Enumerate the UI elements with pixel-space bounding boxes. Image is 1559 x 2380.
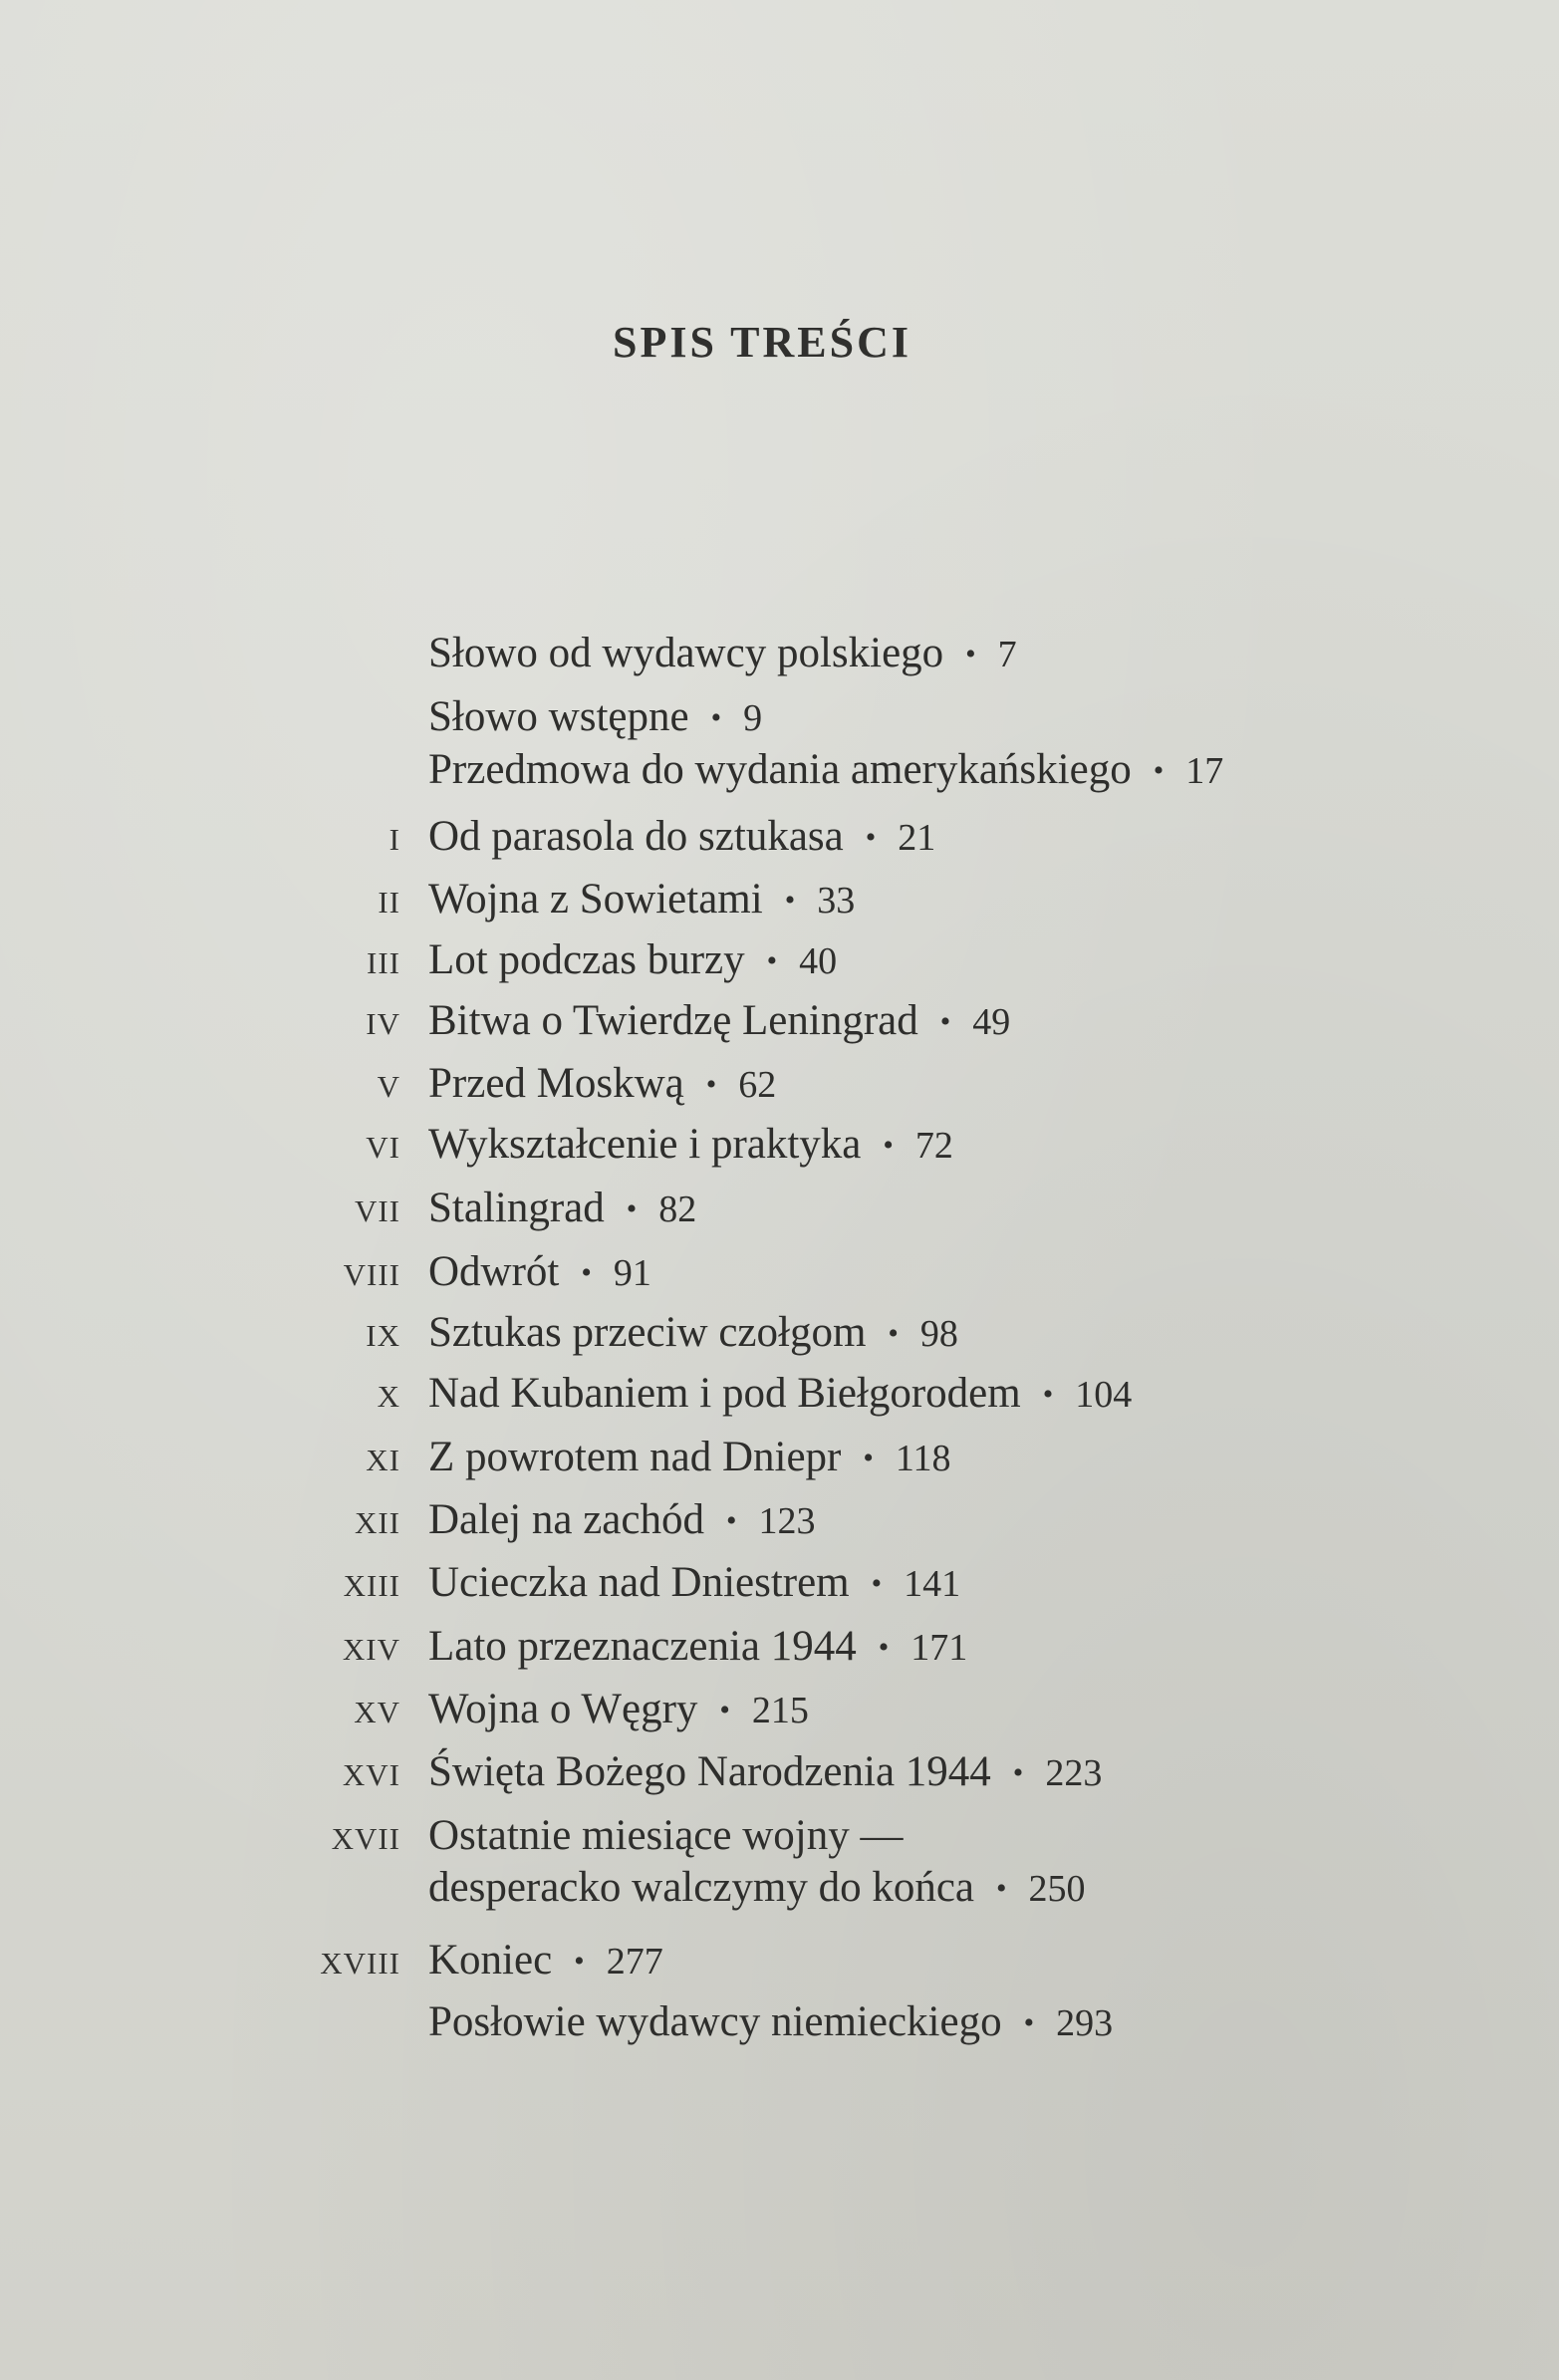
chapter-number: III — [367, 944, 400, 980]
chapter-number: XV — [354, 1695, 400, 1730]
chapter-number: IV — [366, 1005, 400, 1041]
separator-dot: • — [883, 1128, 894, 1162]
page-number: 91 — [613, 1251, 651, 1294]
page-number: 141 — [904, 1562, 961, 1605]
toc-entry — [279, 1183, 1335, 1234]
page-number: 98 — [919, 1312, 958, 1355]
chapter-number: IX — [366, 1317, 400, 1353]
separator-dot: • — [1042, 1378, 1054, 1412]
chapter-number: II — [378, 885, 400, 921]
separator-dot: • — [1023, 2006, 1035, 2040]
separator-dot: • — [863, 1441, 874, 1474]
separator-dot: • — [705, 1068, 717, 1102]
entry-text — [428, 744, 1335, 796]
entry-text — [428, 934, 1335, 986]
chapter-title-line: Ostatnie miesiące wojny — — [428, 1812, 904, 1860]
separator-dot: • — [725, 1504, 737, 1538]
toc-entry — [279, 1368, 1335, 1420]
chapter-number: XIV — [342, 1631, 400, 1667]
entry-text — [428, 628, 1335, 679]
chapter-number: VI — [366, 1129, 400, 1165]
page-number: 82 — [658, 1189, 697, 1231]
entry-text — [428, 1494, 1335, 1546]
chapter-title: Święta Bożego Narodzenia 1944 — [428, 1747, 991, 1795]
page-number: 223 — [1045, 1751, 1103, 1794]
page-number: 293 — [1056, 2002, 1114, 2045]
chapter-number: XVII — [331, 1821, 400, 1857]
page-number: 277 — [606, 1941, 663, 1983]
chapter-number: VIII — [343, 1256, 400, 1292]
table-of-contents — [279, 628, 1335, 2048]
chapter-number: X — [377, 1379, 400, 1415]
separator-dot: • — [865, 820, 877, 854]
toc-entry — [279, 628, 1335, 679]
page-number: 72 — [914, 1124, 953, 1167]
chapter-title: Odwrót — [428, 1247, 560, 1295]
chapter-title: Od parasola do sztukasa — [428, 812, 844, 860]
chapter-title: Bitwa o Twierdzę Leningrad — [428, 996, 918, 1044]
page-number: 123 — [758, 1500, 816, 1543]
chapter-title: Nad Kubaniem i pod Biełgorodem — [428, 1370, 1021, 1418]
chapter-number: V — [377, 1069, 400, 1105]
page-number: 171 — [910, 1626, 968, 1669]
chapter-number: VII — [354, 1193, 400, 1229]
toc-entry — [279, 1494, 1335, 1546]
chapter-number: XI — [366, 1442, 400, 1477]
page-number: 49 — [972, 1000, 1011, 1043]
chapter-number: XII — [354, 1505, 400, 1541]
toc-entry — [279, 1684, 1335, 1735]
separator-dot: • — [766, 943, 778, 977]
chapter-title: Wojna z Sowietami — [428, 876, 763, 924]
entry-text — [428, 1183, 1335, 1234]
chapter-title: Wykształcenie i praktyka — [428, 1120, 862, 1168]
toc-entry — [279, 1557, 1335, 1609]
chapter-title: Posłowie wydawcy niemieckiego — [428, 1998, 1002, 2046]
toc-entry — [279, 1432, 1335, 1483]
entry-text — [428, 1557, 1335, 1609]
toc-entry — [279, 934, 1335, 986]
entry-text — [428, 874, 1335, 926]
chapter-title: Słowo wstępne — [428, 692, 689, 740]
chapter-title: Dalej na zachód — [428, 1496, 704, 1544]
entry-text — [428, 995, 1335, 1047]
entry-text — [428, 1935, 1335, 1986]
toc-entry — [279, 1810, 1335, 1913]
entry-text — [428, 1684, 1335, 1735]
toc-entry — [279, 811, 1335, 863]
separator-dot: • — [878, 1630, 890, 1664]
entry-text — [428, 1996, 1335, 2048]
separator-dot: • — [581, 1255, 592, 1289]
chapter-title: Sztukas przeciw czołgom — [428, 1308, 867, 1356]
separator-dot: • — [626, 1192, 638, 1226]
separator-dot: • — [1153, 754, 1165, 788]
page-number: 17 — [1185, 750, 1224, 793]
chapter-title: Przedmowa do wydania amerykańskiego — [428, 746, 1132, 794]
separator-dot: • — [574, 1945, 585, 1979]
chapter-title: Przed Moskwą — [428, 1060, 684, 1108]
toc-entry — [279, 1246, 1335, 1298]
chapter-number: I — [389, 821, 400, 857]
page-number: 33 — [817, 880, 856, 923]
page-number: 7 — [997, 634, 1017, 675]
separator-dot: • — [871, 1566, 883, 1600]
entry-text — [428, 1058, 1335, 1110]
entry-text — [428, 1246, 1335, 1298]
entry-text — [428, 1432, 1335, 1483]
chapter-number: XVIII — [320, 1946, 400, 1982]
entry-text — [428, 1119, 1335, 1171]
chapter-title: Lot podczas burzy — [428, 935, 745, 983]
toc-entry — [279, 995, 1335, 1047]
chapter-number: XVI — [342, 1756, 400, 1792]
page-number: 118 — [895, 1437, 951, 1479]
separator-dot: • — [1012, 1755, 1024, 1789]
chapter-title: desperacko walczymy do końca — [428, 1863, 975, 1911]
page-number: 250 — [1028, 1867, 1086, 1910]
separator-dot: • — [965, 638, 976, 670]
entry-text — [428, 1621, 1335, 1673]
toc-entry — [279, 691, 1335, 743]
toc-entry — [279, 1935, 1335, 1986]
page-number: 40 — [799, 939, 838, 982]
separator-dot: • — [710, 700, 722, 734]
toc-entry — [279, 1996, 1335, 2048]
page-number: 21 — [898, 816, 936, 859]
separator-dot: • — [719, 1694, 730, 1727]
page-number: 9 — [743, 696, 763, 739]
toc-entry — [279, 1307, 1335, 1359]
entry-text — [428, 1307, 1335, 1359]
toc-entry — [279, 1746, 1335, 1798]
entry-text — [428, 811, 1335, 863]
chapter-title: Z powrotem nad Dniepr — [428, 1433, 842, 1480]
chapter-title: Ucieczka nad Dniestrem — [428, 1558, 850, 1606]
page-number: 104 — [1075, 1374, 1133, 1417]
page-title: SPIS TREŚCI — [613, 318, 911, 367]
page-number: 62 — [738, 1064, 777, 1107]
separator-dot: • — [996, 1871, 1007, 1905]
separator-dot: • — [939, 1004, 951, 1038]
toc-entry — [279, 1621, 1335, 1673]
chapter-title: Koniec — [428, 1937, 553, 1984]
toc-entry — [279, 1058, 1335, 1110]
page-number: 215 — [751, 1690, 809, 1732]
chapter-title: Wojna o Węgry — [428, 1686, 698, 1733]
entry-text — [428, 691, 1335, 743]
entry-text — [428, 1746, 1335, 1798]
chapter-title: Lato przeznaczenia 1944 — [428, 1622, 857, 1670]
toc-entry — [279, 744, 1335, 796]
separator-dot: • — [784, 884, 796, 918]
chapter-title: Słowo od wydawcy polskiego — [428, 630, 944, 676]
separator-dot: • — [888, 1316, 899, 1350]
chapter-number: XIII — [343, 1567, 400, 1603]
toc-entry — [279, 874, 1335, 926]
toc-entry — [279, 1119, 1335, 1171]
entry-text — [428, 1810, 1335, 1913]
chapter-title: Stalingrad — [428, 1185, 605, 1232]
entry-text — [428, 1368, 1335, 1420]
